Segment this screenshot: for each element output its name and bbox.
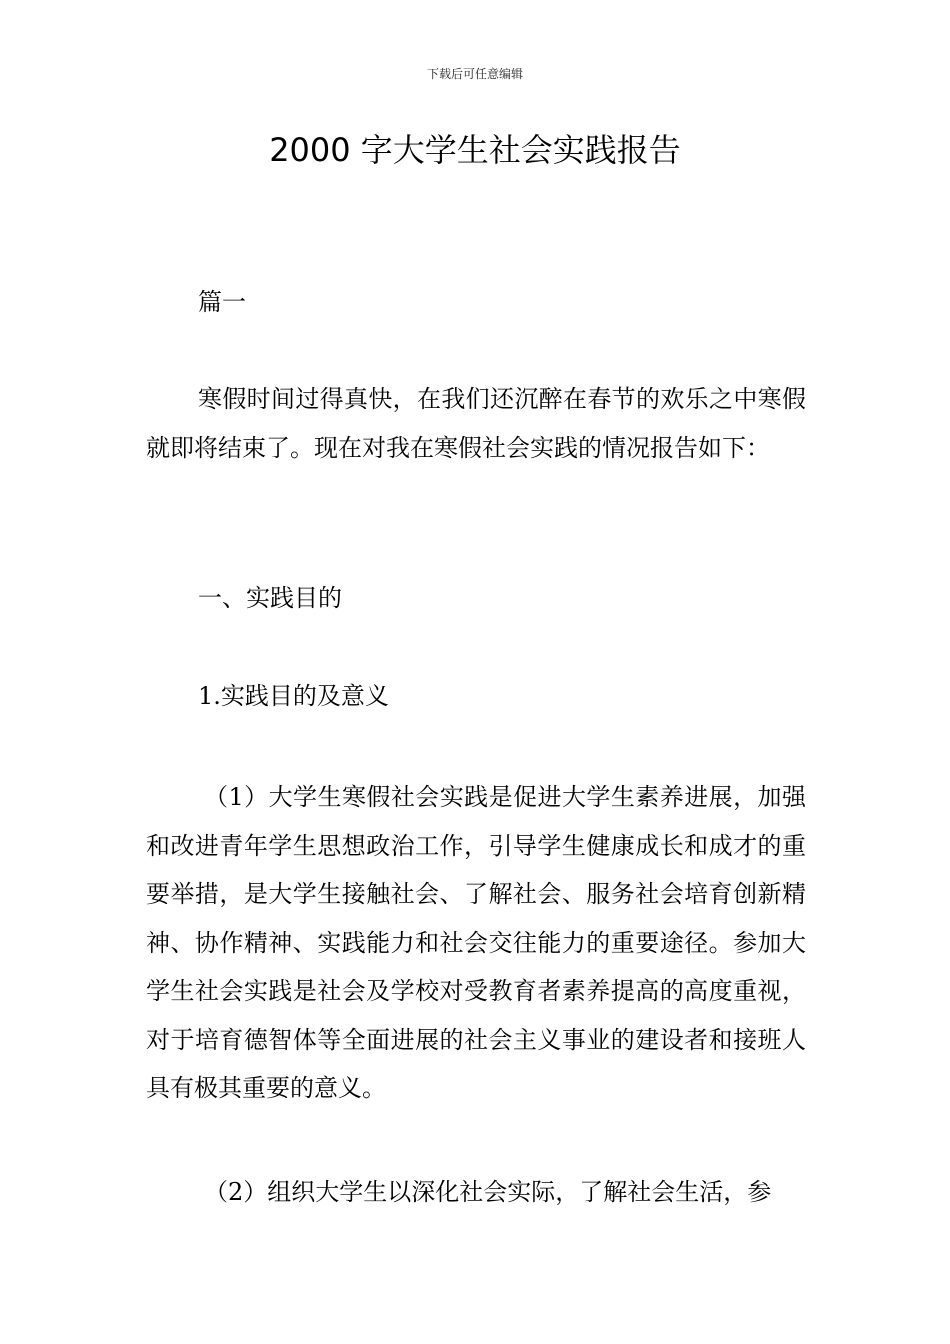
section-label: 篇一 [198,288,246,316]
paragraph-point-1: （1）大学生寒假社会实践是促进大学生素养进展，加强和改进青年学生思想政治工作，引导学生健康成长和成才的重要举措，是大学生接触社会、了解社会、服务社会培育创新精神、协作精神、实践能力和社会交往能力的重要途径。参加大学生社会实践是社会及学校对受教育者素养提高的高度重视，对于培育德智体等全面进展的社会主义事业的建设者和接班人具有极其重要的意义。 [146,783,806,1102]
header-note: 下载后可任意编辑 [426,67,523,81]
intro-paragraph: 寒假时间过得真快，在我们还沉醉在春节的欢乐之中寒假就即将结束了。现在对我在寒假社会实践的情况报告如下： [146,385,806,462]
heading-practice-purpose: 一、实践目的 [198,584,342,612]
document-title: 2000 字大学生社会实践报告 [269,131,681,169]
heading-purpose-and-meaning: 1.实践目的及意义 [198,682,389,710]
paragraph-point-2: （2）组织大学生以深化社会实际，了解社会生活，参 [204,1178,772,1206]
